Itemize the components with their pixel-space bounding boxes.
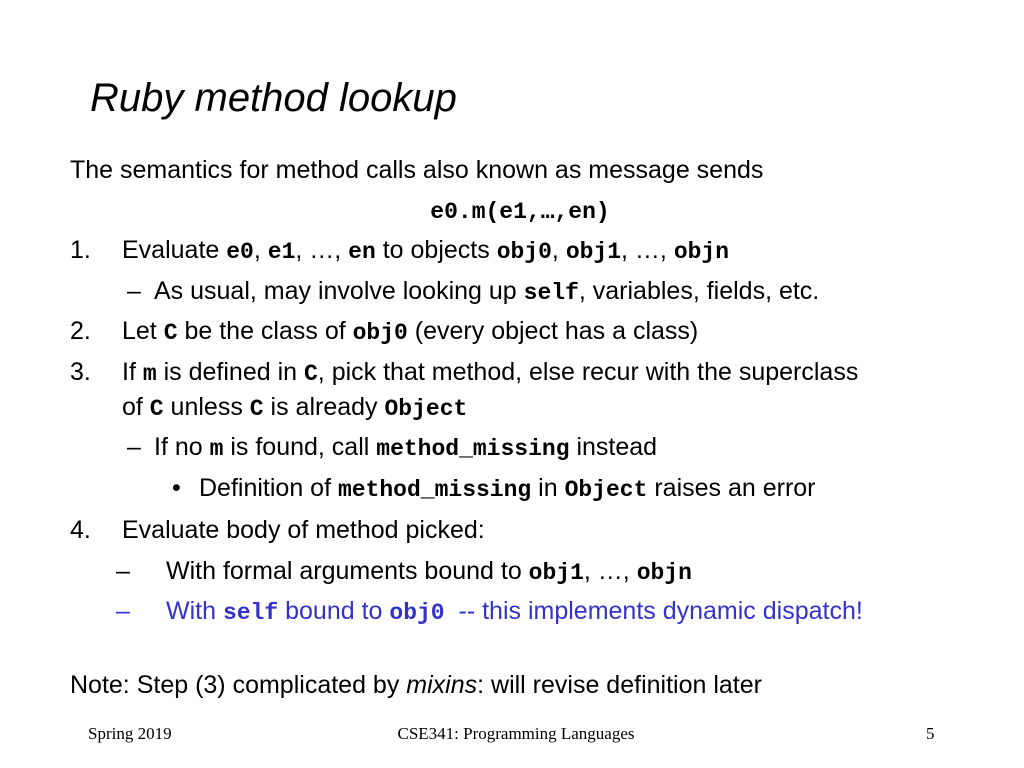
footer-page-number: 5	[926, 724, 935, 743]
code: method_missing	[337, 477, 532, 503]
text: be the class of	[177, 317, 353, 345]
step-4-sub-1-dash: –	[116, 557, 130, 585]
text: ,	[253, 236, 268, 264]
code: e0	[226, 239, 254, 265]
note	[70, 670, 762, 700]
step-2	[122, 316, 698, 348]
step-3-bullet-mark: •	[172, 474, 181, 502]
text: If no	[154, 433, 210, 461]
step-4: Evaluate body of method picked:	[122, 516, 485, 544]
code: objn	[636, 560, 692, 586]
code: C	[163, 320, 178, 346]
code: self	[222, 600, 279, 626]
text: Let	[122, 317, 164, 345]
step-4-number: 4.	[70, 516, 91, 544]
code: obj1	[565, 239, 622, 265]
code: self	[523, 280, 579, 306]
footer-course: CSE341: Programming Languages	[397, 724, 635, 743]
text: Note: Step (3) complicated by	[70, 671, 407, 699]
code: Object	[564, 477, 648, 503]
text: raises an error	[647, 474, 816, 502]
text: If	[122, 358, 143, 386]
text: Evaluate	[122, 236, 227, 264]
step-1-sub-dash: –	[127, 277, 141, 305]
text: , pick that method, else recur with the superclass	[317, 358, 859, 386]
step-3-cont	[122, 392, 467, 424]
call-expression	[0, 195, 1024, 227]
text: of	[122, 393, 150, 421]
step-4-sub-2-dash: –	[116, 597, 130, 625]
text: in	[531, 474, 565, 502]
code: objn	[673, 239, 730, 265]
text: , …,	[621, 236, 674, 264]
step-1-number: 1.	[70, 236, 91, 264]
text: bound to	[278, 597, 390, 625]
code: C	[149, 396, 164, 422]
step-3-sub-dash: –	[127, 433, 141, 461]
text: to objects	[375, 236, 497, 264]
call-expression-code: e0.m(e1,…,en)	[430, 199, 610, 225]
code: Object	[384, 396, 468, 422]
code: e1	[267, 239, 296, 265]
code: obj0	[389, 600, 445, 626]
step-4-sub-2	[166, 596, 863, 628]
step-3-number: 3.	[70, 358, 91, 386]
step-3	[122, 357, 858, 389]
code: en	[348, 239, 376, 265]
text: , …,	[583, 557, 637, 585]
slide-title: Ruby method lookup	[90, 76, 457, 120]
code: C	[249, 396, 264, 422]
step-3-sub	[154, 432, 657, 464]
text: is defined in	[156, 358, 304, 386]
step-3-bullet	[199, 473, 816, 505]
step-1	[122, 235, 729, 267]
code: method_missing	[376, 436, 570, 462]
code: m	[209, 436, 224, 462]
step-1-sub	[154, 276, 819, 308]
text: Definition of	[199, 474, 338, 502]
code: obj1	[528, 560, 584, 586]
text: unless	[163, 393, 250, 421]
text: instead	[569, 433, 658, 461]
text: With	[166, 597, 223, 625]
text: As usual, may involve looking up	[154, 277, 524, 305]
emphasis: mixins	[406, 671, 478, 699]
step-4-sub-1	[166, 556, 692, 588]
text: is already	[263, 393, 385, 421]
text: With formal arguments bound to	[166, 557, 529, 585]
text: , …,	[295, 236, 349, 264]
text: : will revise definition later	[477, 671, 762, 699]
code: C	[303, 361, 318, 387]
step-2-number: 2.	[70, 317, 91, 345]
footer-date: Spring 2019	[88, 724, 172, 743]
text: (every object has a class)	[407, 317, 699, 345]
intro-text: The semantics for method calls also known as message sends	[70, 156, 764, 184]
text: ,	[551, 236, 566, 264]
text: -- this implements dynamic dispatch!	[444, 597, 863, 625]
text: , variables, fields, etc.	[578, 277, 820, 305]
code: m	[142, 361, 157, 387]
text: is found, call	[223, 433, 377, 461]
code: obj0	[496, 239, 552, 265]
code: obj0	[352, 320, 408, 346]
